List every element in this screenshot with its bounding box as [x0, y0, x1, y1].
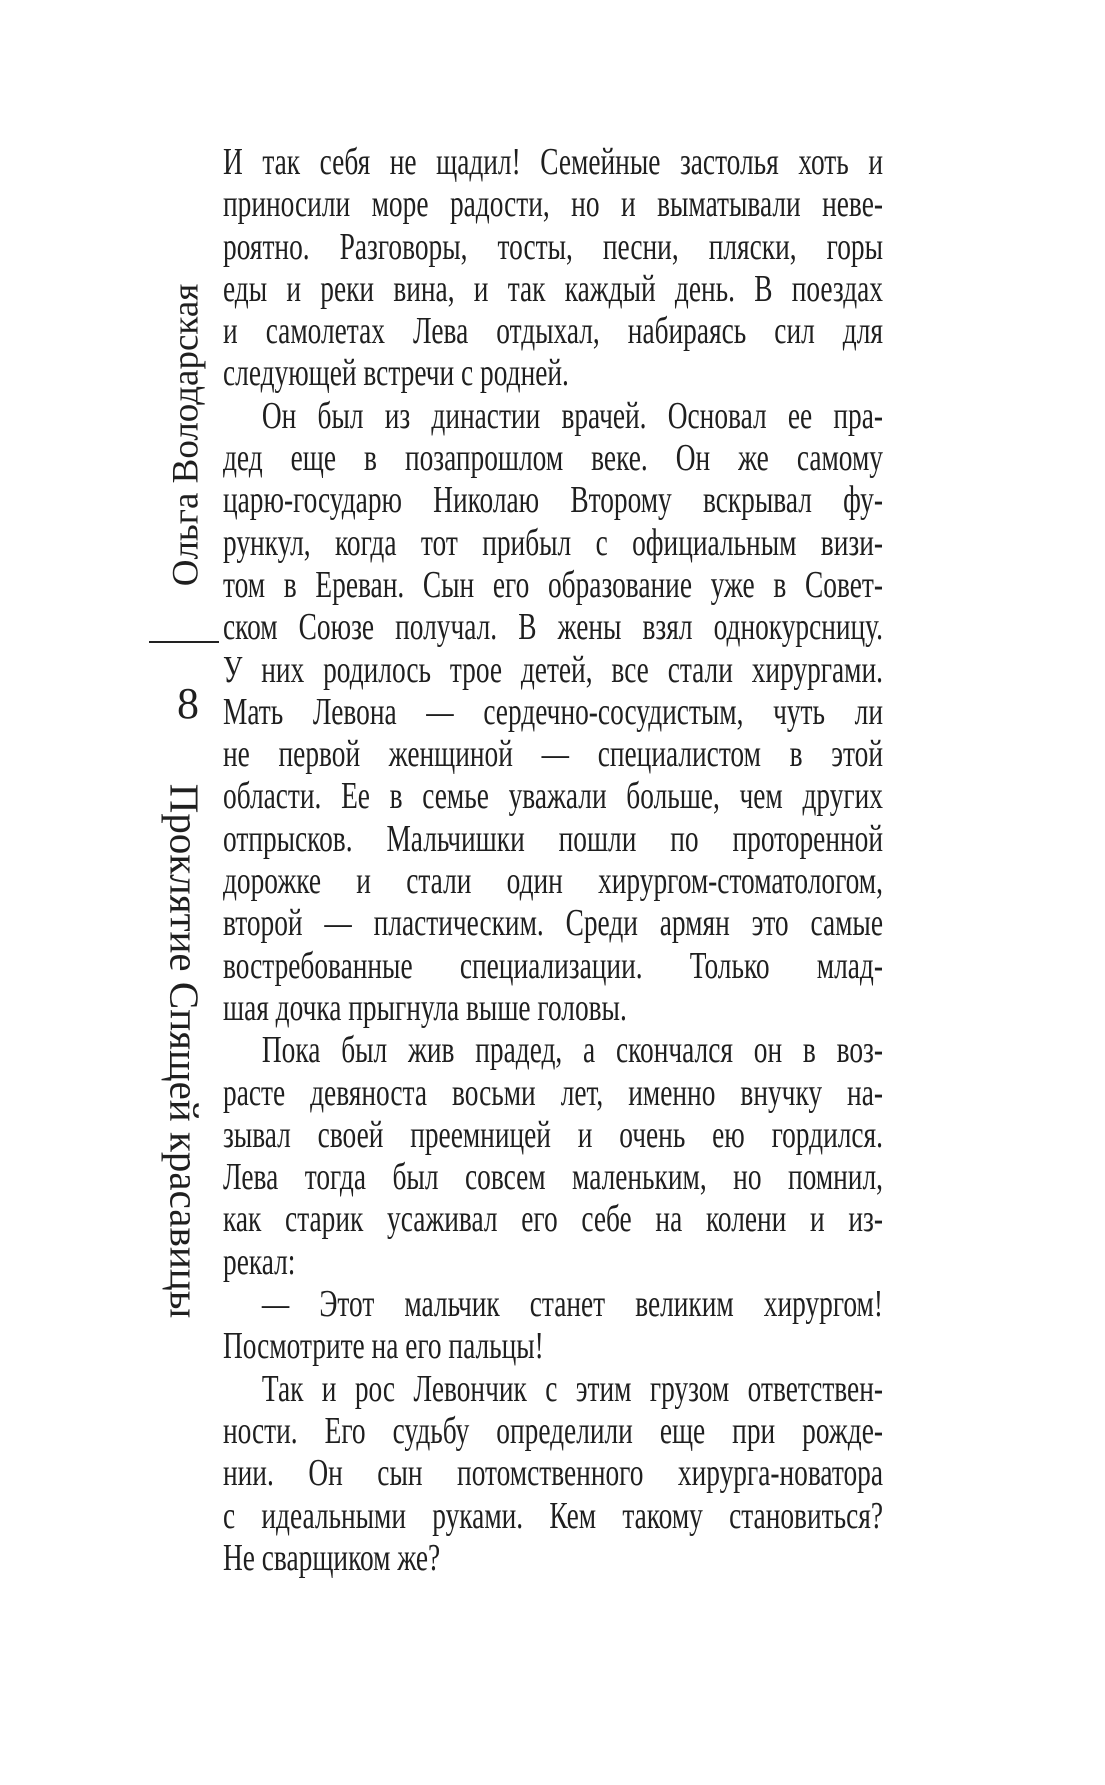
text-line: дорожке и стали один хирургом-стоматологом, [223, 860, 883, 903]
sidebar-rule-divider [149, 641, 219, 643]
text-line: востребованные специализации. Только млад- [223, 944, 883, 987]
text-line: с идеальными руками. Кем такому становиться? [223, 1494, 883, 1537]
text-line: и самолетах Лева отдыхал, набираясь сил для [223, 310, 883, 353]
text-line: области. Ее в семье уважали больше, чем других [223, 775, 883, 818]
text-line: следующей встречи с родней. [223, 352, 569, 395]
page-number: 8 [177, 679, 199, 728]
text-line: Он был из династии врачей. Основал ее пра- [261, 394, 883, 437]
text-line: не первой женщиной — специалистом в этой [223, 733, 883, 776]
text-line: Лева тогда был совсем маленьким, но помнил, [223, 1156, 883, 1199]
author-name: Ольга Володарская [165, 283, 207, 587]
text-line: том в Ереван. Сын его образование уже в Совет- [223, 563, 883, 606]
text-line: второй — пластическим. Среди армян это самые [223, 902, 883, 945]
text-line: Не сварщиком же? [223, 1536, 441, 1579]
text-line: И так себя не щадил! Семейные застолья хоть и [223, 141, 883, 183]
book-title: Проклятие Спящей красавицы [161, 783, 208, 1319]
text-line: Посмотрите на его пальцы! [223, 1325, 544, 1368]
text-line: Мать Левона — сердечно-сосудистым, чуть ли [223, 690, 883, 733]
text-line: рекал: [223, 1240, 296, 1283]
text-line: нии. Он сын потомственного хирурга-новатора [223, 1452, 883, 1495]
text-line: дед еще в позапрошлом веке. Он же самому [223, 437, 883, 480]
text-line: У них родилось трое детей, все стали хирургами. [223, 648, 883, 691]
text-line: как старик усаживал его себе на колени и из- [223, 1198, 883, 1241]
text-line: ности. Его судьбу определили еще при рожде- [223, 1409, 883, 1452]
text-line: приносили море радости, но и выматывали неве- [223, 183, 883, 226]
page-text [223, 141, 883, 1579]
text-line: еды и реки вина, и так каждый день. В поездах [223, 267, 883, 310]
text-line: шая дочка прыгнула выше головы. [223, 986, 627, 1029]
text-line: царю-государю Николаю Второму вскрывал фу- [223, 479, 883, 522]
text-line: зывал своей преемницей и очень ею гордился. [223, 1113, 883, 1156]
text-line: роятно. Разговоры, тосты, песни, пляски, горы [223, 225, 883, 268]
text-line: Так и рос Левончик с этим грузом ответствен- [261, 1367, 883, 1410]
text-line: Пока был жив прадед, а скончался он в воз- [261, 1029, 883, 1072]
text-line: расте девяноста восьми лет, именно внучку на- [223, 1071, 883, 1114]
text-line: рункул, когда тот прибыл с официальным визи- [223, 521, 883, 564]
text-line: — Этот мальчик станет великим хирургом! [261, 1283, 883, 1326]
text-line: ском Союзе получал. В жены взял однокурсницу. [223, 606, 883, 649]
text-line: отпрысков. Мальчишки пошли по проторенной [223, 817, 883, 860]
